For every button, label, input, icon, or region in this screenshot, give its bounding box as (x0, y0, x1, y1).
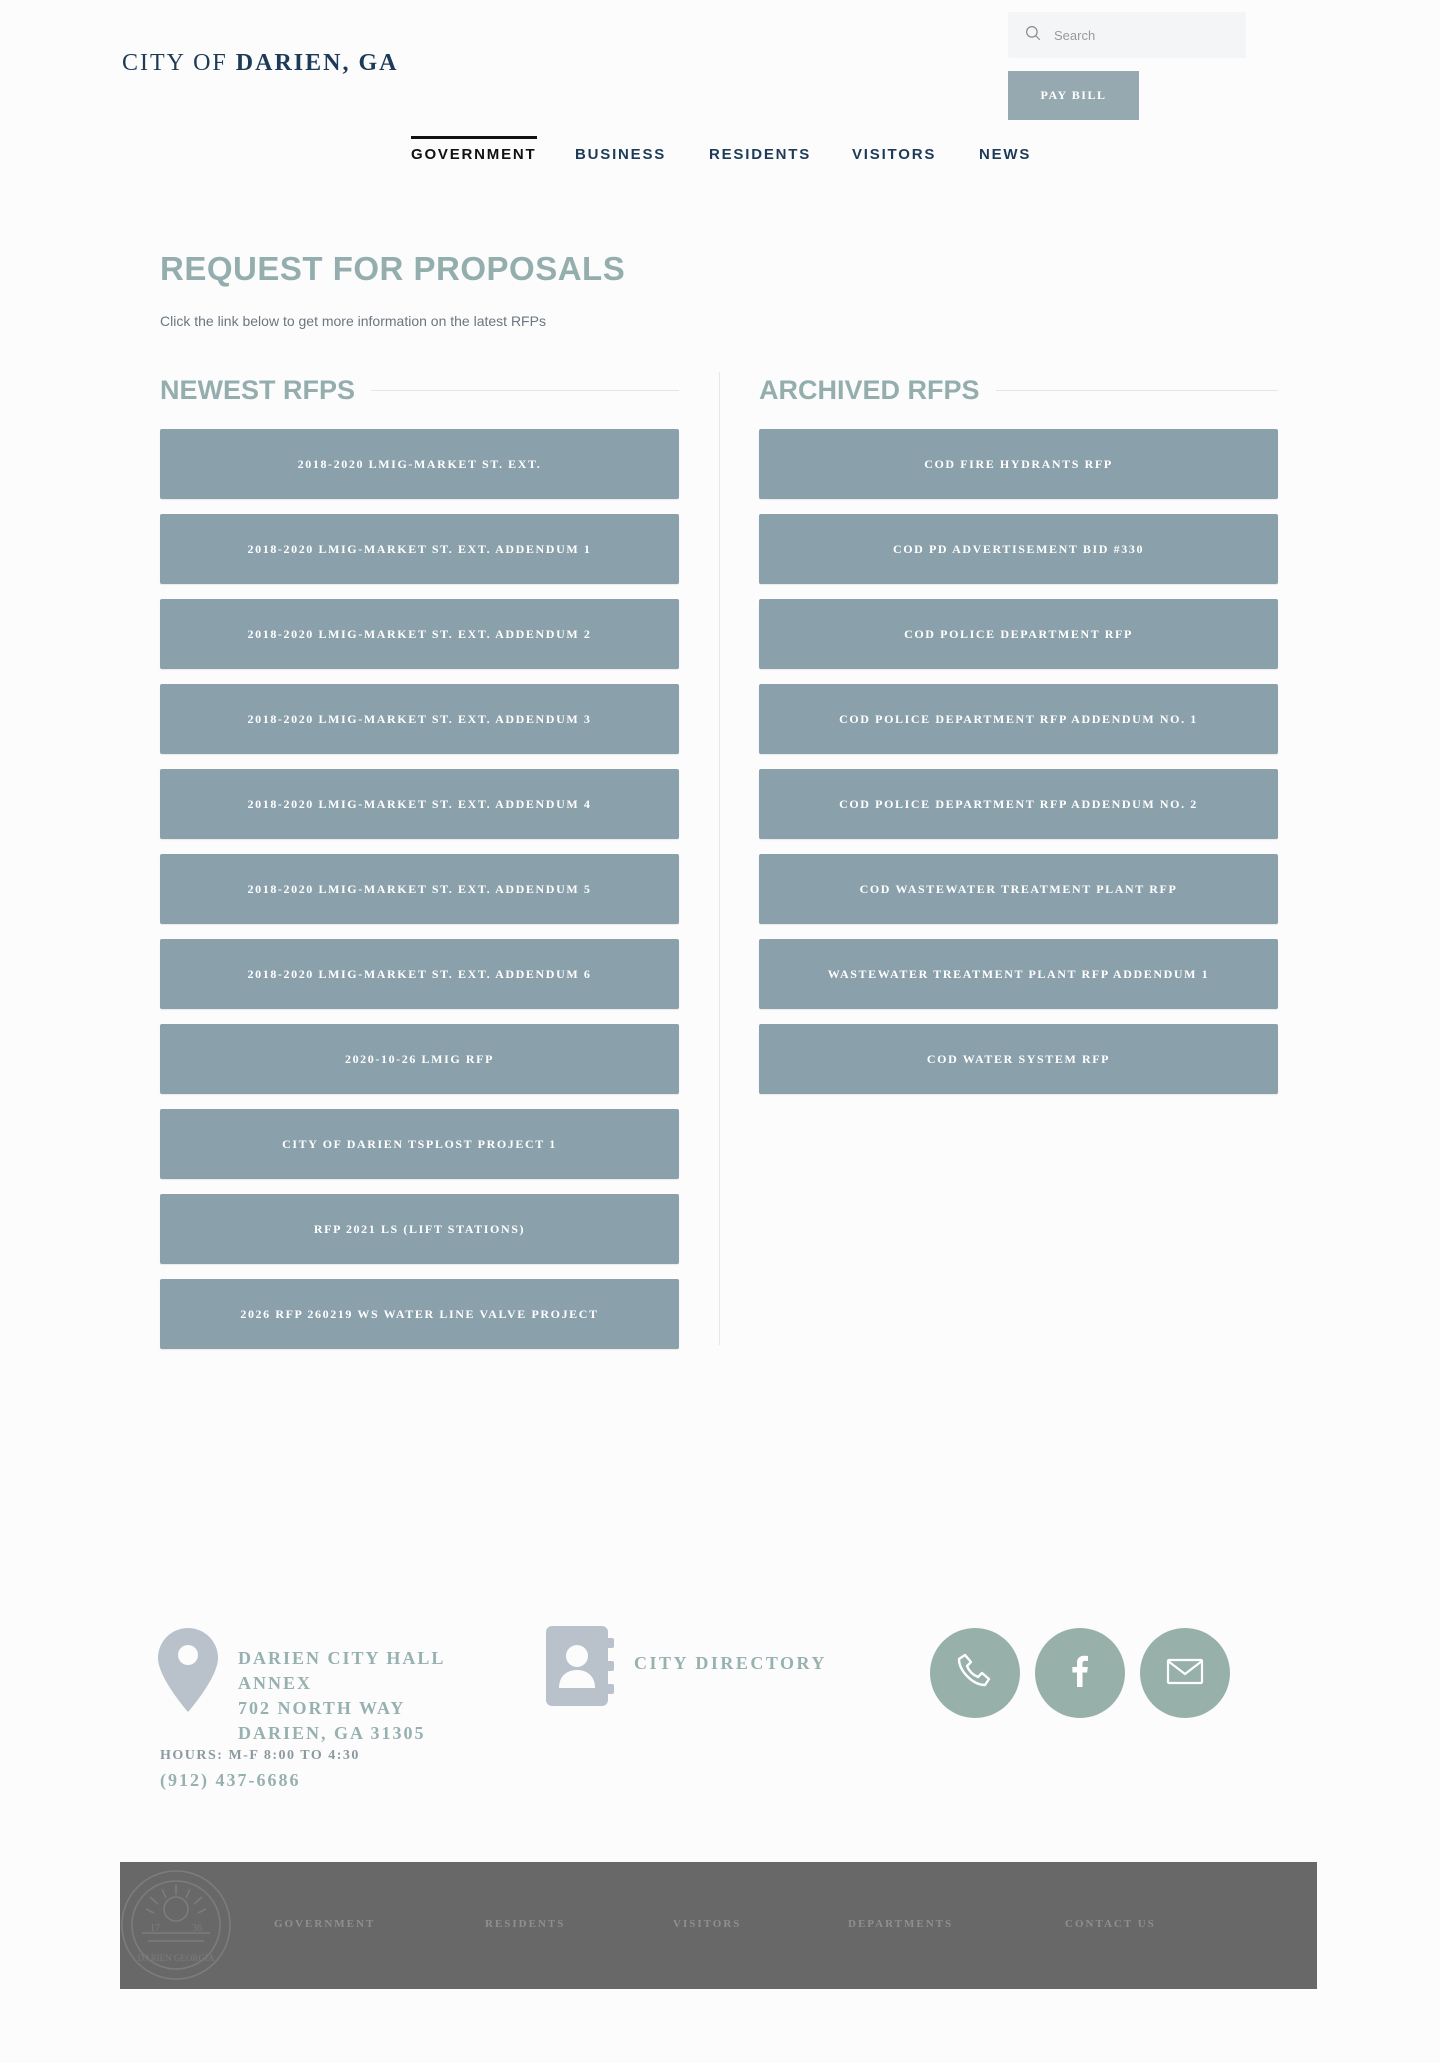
search-box[interactable] (1008, 12, 1246, 58)
nav-government[interactable]: GOVERNMENT (411, 146, 537, 163)
newest-rfp-button[interactable] (160, 1194, 679, 1264)
facebook-icon-button[interactable] (1035, 1628, 1125, 1718)
nav-business[interactable]: BUSINESS (575, 146, 667, 163)
newest-rfp-label: RFP 2021 LS (LIFT STATIONS) (313, 1221, 526, 1236)
newest-rfps-heading: NEWEST RFPS (160, 374, 356, 405)
newest-rfp-button[interactable] (160, 939, 679, 1009)
phone-icon-button[interactable] (930, 1628, 1020, 1718)
newest-rfp-label: 2018-2020 LMIG-MARKET ST. EXT. ADDENDUM 1 (247, 541, 592, 556)
newest-rfp-button[interactable] (160, 1024, 679, 1094)
archived-rfp-button[interactable] (759, 769, 1278, 839)
bottom-bar (120, 1862, 1317, 1989)
svg-text:36: 36 (192, 1923, 202, 1934)
footer-link-residents[interactable]: RESIDENTS (485, 1918, 566, 1930)
address-line-4: DARIEN, GA 31305 (238, 1723, 426, 1743)
archived-rfps-section (759, 372, 1278, 1109)
footer-link-government[interactable]: GOVERNMENT (274, 1918, 376, 1930)
page-intro: Click the link below to get more information on the latest RFPs (160, 313, 546, 329)
address-block (238, 1646, 445, 1746)
logo-bold: DARIEN, GA (235, 50, 399, 76)
newest-rfp-label: 2026 RFP 260219 WS WATER LINE VALVE PROJECT (240, 1306, 599, 1321)
nav-residents[interactable]: RESIDENTS (709, 146, 812, 163)
archived-rfp-button[interactable] (759, 854, 1278, 924)
heading-rule (371, 390, 679, 391)
phone-number-link[interactable]: (912) 437-6686 (160, 1770, 301, 1790)
archived-rfp-label: COD WASTEWATER TREATMENT PLANT RFP (859, 881, 1178, 896)
address-line-2: ANNEX (238, 1673, 313, 1693)
heading-rule (996, 390, 1278, 391)
city-directory-link[interactable]: CITY DIRECTORY (634, 1653, 827, 1673)
archived-rfp-button[interactable] (759, 1024, 1278, 1094)
newest-rfp-button[interactable] (160, 1109, 679, 1179)
archived-rfp-label: COD PD ADVERTISEMENT BID #330 (892, 541, 1145, 556)
archived-rfps-list (759, 429, 1278, 1094)
pay-bill-button[interactable]: PAY BILL (1008, 71, 1139, 120)
office-hours: HOURS: M-F 8:00 TO 4:30 (160, 1748, 360, 1763)
nav-visitors[interactable]: VISITORS (852, 146, 937, 163)
newest-rfp-label: 2018-2020 LMIG-MARKET ST. EXT. (297, 456, 542, 471)
newest-rfp-button[interactable] (160, 599, 679, 669)
archived-rfps-heading: ARCHIVED RFPS (759, 374, 980, 405)
page-title: REQUEST FOR PROPOSALS (160, 250, 626, 287)
footer-link-visitors[interactable]: VISITORS (673, 1918, 742, 1930)
newest-rfp-label: 2020-10-26 LMIG RFP (344, 1051, 495, 1066)
newest-rfp-label: CITY OF DARIEN TSPLOST PROJECT 1 (282, 1136, 557, 1151)
newest-rfp-button[interactable] (160, 429, 679, 499)
newest-rfp-label: 2018-2020 LMIG-MARKET ST. EXT. ADDENDUM 3 (247, 711, 592, 726)
newest-rfps-list (160, 429, 679, 1349)
newest-rfp-button[interactable] (160, 1279, 679, 1349)
footer-link-departments[interactable]: DEPARTMENTS (848, 1918, 954, 1930)
facebook-icon (1058, 1649, 1102, 1698)
email-icon (1163, 1649, 1207, 1698)
archived-rfp-button[interactable] (759, 684, 1278, 754)
search-icon (1024, 24, 1042, 47)
site-logo[interactable] (122, 50, 398, 77)
archived-rfp-label: COD FIRE HYDRANTS RFP (924, 456, 1113, 471)
address-line-1: DARIEN CITY HALL (238, 1648, 446, 1668)
newest-rfps-section (160, 372, 679, 1364)
archived-rfp-label: COD POLICE DEPARTMENT RFP (904, 626, 1133, 641)
archived-rfp-label: COD WATER SYSTEM RFP (926, 1051, 1111, 1066)
location-pin-icon (158, 1628, 218, 1712)
archived-rfp-button[interactable] (759, 429, 1278, 499)
logo-prefix: CITY OF (122, 50, 236, 76)
footer-link-contact-us[interactable]: CONTACT US (1065, 1918, 1156, 1930)
archived-rfp-button[interactable] (759, 599, 1278, 669)
svg-text:17: 17 (150, 1923, 160, 1934)
nav-news[interactable]: NEWS (979, 146, 1032, 163)
city-seal-icon (120, 1869, 232, 1981)
archived-rfp-label: WASTEWATER TREATMENT PLANT RFP ADDENDUM 1 (827, 966, 1210, 981)
newest-rfp-label: 2018-2020 LMIG-MARKET ST. EXT. ADDENDUM 5 (247, 881, 592, 896)
archived-rfp-button[interactable] (759, 514, 1278, 584)
newest-rfp-button[interactable] (160, 769, 679, 839)
archived-rfp-label: COD POLICE DEPARTMENT RFP ADDENDUM NO. 2 (839, 796, 1198, 811)
newest-rfp-label: 2018-2020 LMIG-MARKET ST. EXT. ADDENDUM 6 (247, 966, 592, 981)
newest-rfp-label: 2018-2020 LMIG-MARKET ST. EXT. ADDENDUM 4 (247, 796, 592, 811)
archived-rfp-button[interactable] (759, 939, 1278, 1009)
newest-rfp-button[interactable] (160, 854, 679, 924)
main-nav (0, 138, 1440, 172)
newest-rfp-button[interactable] (160, 684, 679, 754)
column-divider (719, 372, 720, 1345)
directory-book-icon[interactable] (546, 1626, 614, 1706)
phone-icon (953, 1649, 997, 1698)
newest-rfp-label: 2018-2020 LMIG-MARKET ST. EXT. ADDENDUM 2 (247, 626, 592, 641)
archived-rfp-label: COD POLICE DEPARTMENT RFP ADDENDUM NO. 1 (839, 711, 1198, 726)
address-line-3: 702 NORTH WAY (238, 1698, 406, 1718)
svg-text:DARIEN GEORGIA: DARIEN GEORGIA (137, 1953, 215, 1963)
search-input[interactable] (1054, 28, 1234, 43)
email-icon-button[interactable] (1140, 1628, 1230, 1718)
newest-rfp-button[interactable] (160, 514, 679, 584)
